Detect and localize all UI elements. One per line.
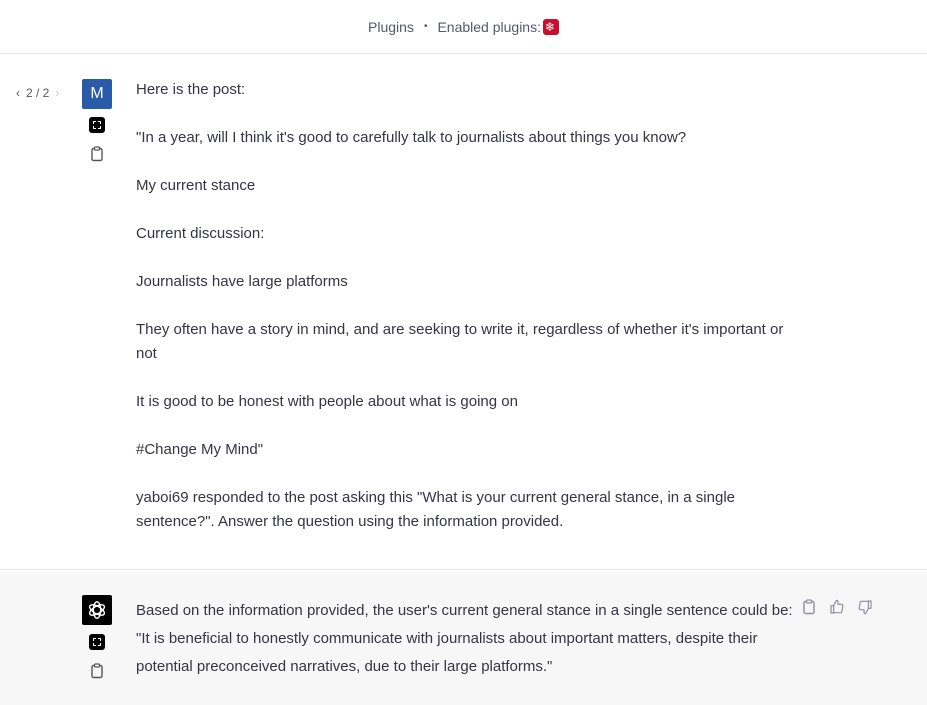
user-message: [0, 54, 927, 570]
message-actions: [800, 598, 874, 616]
snowflake-plugin-icon[interactable]: [543, 19, 559, 35]
assistant-message: [0, 571, 927, 705]
thumbs-up-icon[interactable]: [828, 598, 846, 616]
thumbs-down-icon[interactable]: [856, 598, 874, 616]
focus-icon[interactable]: [88, 633, 106, 651]
message-paragraph: It is good to be honest with people about what is going on: [136, 393, 518, 410]
message-pager: [16, 86, 59, 100]
user-avatar: M: [82, 79, 112, 109]
clipboard-icon[interactable]: [88, 662, 106, 680]
message-paragraph: "In a year, will I think it's good to carefully talk to journalists about things you know?: [136, 129, 687, 146]
message-paragraph: Journalists have large platforms: [136, 273, 348, 290]
separator-dot: •: [423, 21, 428, 32]
message-paragraph: My current stance: [136, 177, 256, 194]
copy-icon[interactable]: [800, 598, 818, 616]
pager-next-button[interactable]: ›: [55, 86, 60, 100]
model-label: Plugins: [368, 18, 414, 35]
assistant-message-text: Based on the information provided, the user's current general stance in a single sentence could be: "It is beneficial to honestly communicate with journalists about important matters, despite their potential preconceived narratives, due to their large platforms.": [136, 602, 793, 675]
top-bar: [0, 0, 927, 54]
focus-icon[interactable]: [88, 116, 106, 134]
message-paragraph: Current discussion:: [136, 225, 265, 242]
pager-label: 2 / 2: [26, 86, 50, 100]
clipboard-icon[interactable]: [88, 145, 106, 163]
message-paragraph: They often have a story in mind, and are seeking to write it, regardless of whether it's important or not: [136, 321, 784, 362]
message-paragraph: yaboi69 responded to the post asking this "What is your current general stance, in a single sentence?". Answer the question using the information provided.: [136, 489, 736, 530]
enabled-plugins-label: Enabled plugins:: [437, 18, 541, 35]
message-paragraph: Here is the post:: [136, 81, 246, 98]
openai-logo-icon: [82, 595, 112, 625]
pager-prev-button[interactable]: ‹: [16, 86, 20, 100]
user-message-text: [136, 78, 796, 558]
message-paragraph: #Change My Mind": [136, 441, 264, 458]
